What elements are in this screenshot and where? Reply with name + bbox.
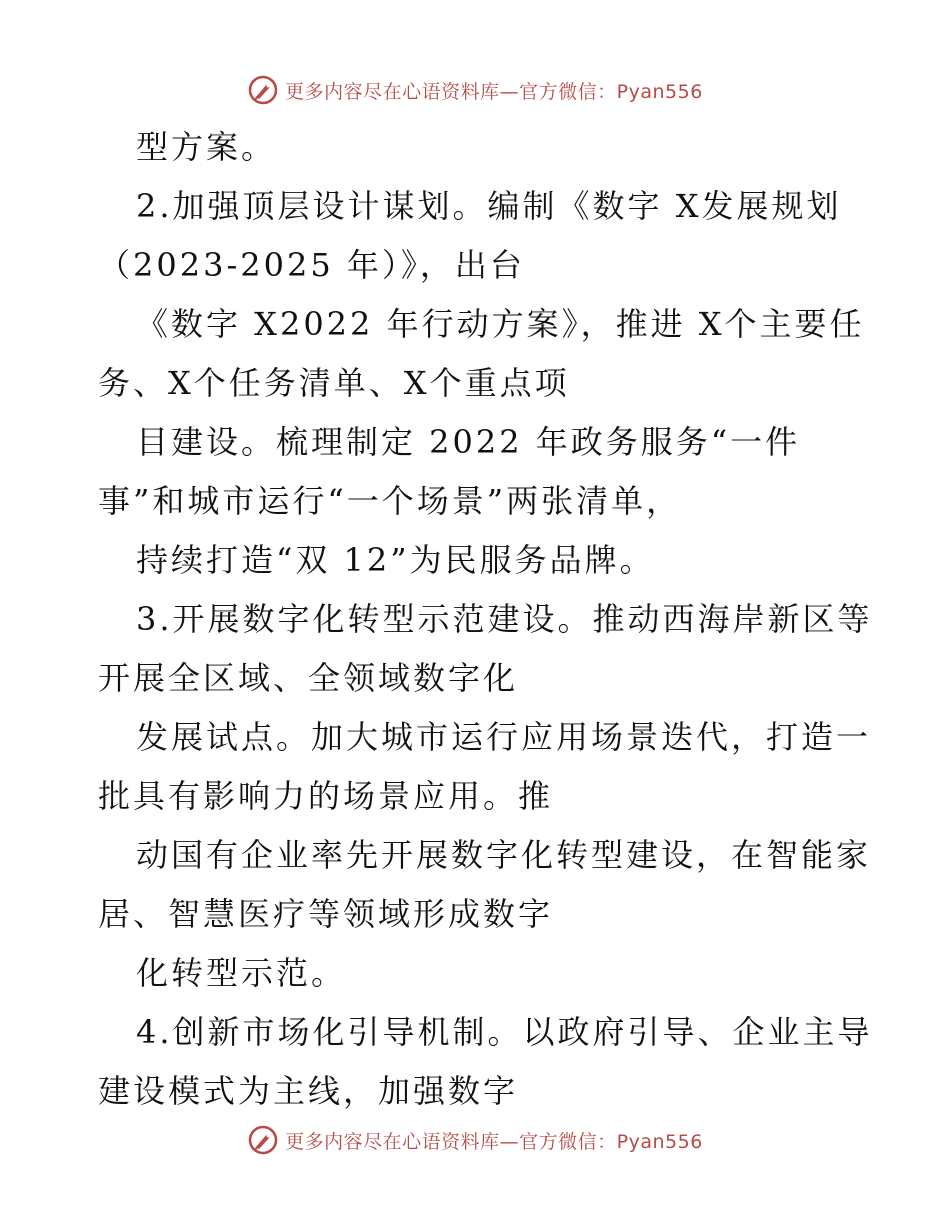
text-line: 开展全区域、全领域数字化 <box>98 659 519 697</box>
text-line: 型方案。 <box>136 128 277 166</box>
text-line: 发展试点。加大城市运行应用场景迭代，打造一 <box>136 718 872 756</box>
text-line: 居、智慧医疗等领域形成数字 <box>98 895 554 933</box>
text-line: 3.开展数字化转型示范建设。推动西海岸新区等 <box>136 600 873 638</box>
footer-watermark <box>0 1120 950 1160</box>
text-line: 事”和城市运行“一个场景”两张清单， <box>98 482 682 520</box>
text-line: 持续打造“双 12”为民服务品牌。 <box>136 541 655 579</box>
text-line: 化转型示范。 <box>136 954 347 992</box>
pen-nib-logo-icon <box>247 74 279 106</box>
header-watermark <box>0 70 950 110</box>
text-line: （2023-2025 年）》，出台 <box>98 246 525 284</box>
header-watermark-text: 更多内容尽在心语资料库—官方微信：Pyan556 <box>285 80 703 103</box>
footer-watermark-text: 更多内容尽在心语资料库—官方微信：Pyan556 <box>285 1130 703 1153</box>
text-line: 《数字 X2022 年行动方案》，推进 X个主要任 <box>136 305 865 343</box>
pen-nib-logo-icon <box>247 1124 279 1156</box>
text-line: 目建设。梳理制定 2022 年政务服务“一件 <box>136 423 801 461</box>
text-line: 2.加强顶层设计谋划。编制《数字 X发展规划 <box>136 187 842 225</box>
text-line: 批具有影响力的场景应用。推 <box>98 777 554 815</box>
text-line: 建设模式为主线，加强数字 <box>98 1072 519 1110</box>
document-body <box>98 118 873 1121</box>
text-line: 动国有企业率先开展数字化转型建设，在智能家 <box>136 836 872 874</box>
text-line: 务、X个任务清单、X个重点项 <box>98 364 570 402</box>
text-line: 4.创新市场化引导机制。以政府引导、企业主导 <box>136 1013 873 1051</box>
